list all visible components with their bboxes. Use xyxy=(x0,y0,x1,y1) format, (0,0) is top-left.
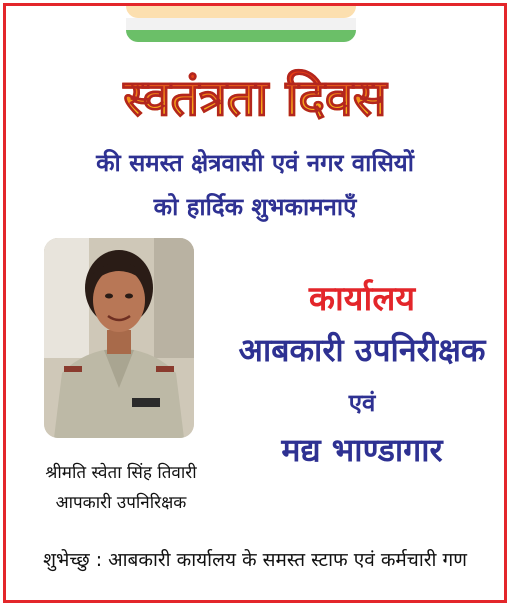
office-line-1: आबकारी उपनिरीक्षक xyxy=(238,331,486,369)
poster-frame xyxy=(3,3,507,603)
greeting-line-1: की समस्त क्षेत्रवासी एवं नगर वासियों xyxy=(96,149,414,177)
greeting-line-2: को हार्दिक शुभकामनाएँ xyxy=(153,193,357,221)
office-line-2: मद्य भाण्डागार xyxy=(281,431,443,469)
officer-photo xyxy=(44,238,194,438)
office-heading: कार्यालय xyxy=(308,279,416,319)
office-conjunction: एवं xyxy=(348,389,376,417)
poster-title: स्वतंत्रता दिवस xyxy=(123,69,387,127)
footer-credit: शुभेच्छु : आबकारी कार्यालय के समस्त स्टाफ एवं कर्मचारी गण xyxy=(43,549,467,571)
officer-name: श्रीमति स्वेता सिंह तिवारी xyxy=(45,463,197,483)
tricolor-flag-ribbon xyxy=(126,6,356,42)
officer-designation: आपकारी उपनिरिक्षक xyxy=(55,493,187,513)
